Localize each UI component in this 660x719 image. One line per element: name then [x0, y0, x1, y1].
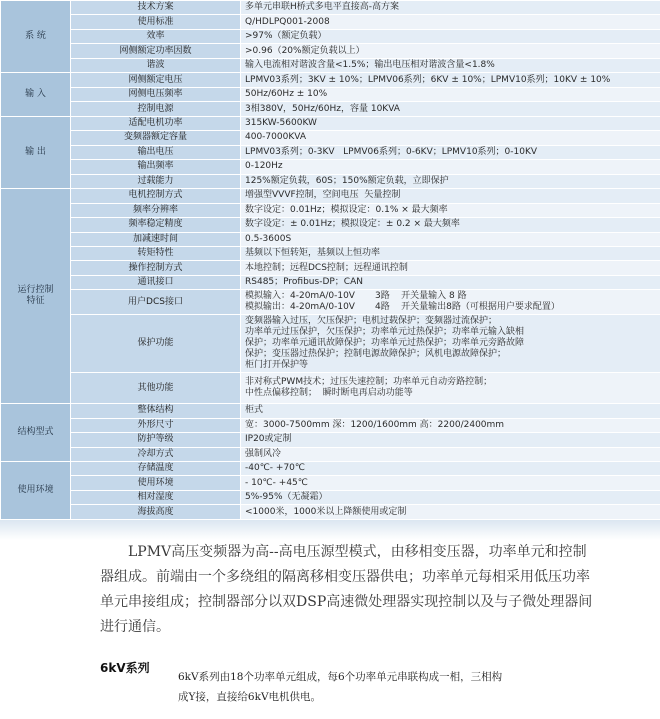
- spec-row: [1, 160, 660, 174]
- spec-row: [1, 87, 660, 101]
- spec-value: IP20或定制: [241, 433, 660, 447]
- intro-paragraph: LPMV高压变频器为高--高电压源型模式，由移相变压器，功率单元和控制器组成。前端由一个多绕组的隔离移相变压器供电；功率单元每相采用低压功率单元串接组成；控制器部分以双DSP高速微处理器实现控制以及与子微处理器间进行通信。: [100, 544, 593, 635]
- spec-row: [1, 29, 660, 43]
- spec-row: [1, 447, 660, 461]
- spec-param: 转矩特性: [71, 246, 241, 260]
- spec-value: 模拟输入：4-20mA/0-10V 3路 开关量输入 8 路 模拟输出：4-20mA/0-10V 4路 开关量输出8路（可根据用户要求配置）: [241, 290, 660, 315]
- spec-value: 5%-95%（无凝霜）: [241, 490, 660, 504]
- spec-value: Q/HDLPQ001-2008: [241, 15, 660, 29]
- spec-row: [1, 246, 660, 260]
- spec-value: <1000米，1000米以上降额使用或定制: [241, 505, 660, 520]
- spec-category: 使用环境: [1, 461, 71, 519]
- spec-param: 海拔高度: [71, 505, 241, 520]
- spec-row: [1, 73, 660, 87]
- spec-value: 3相380V，50Hz/60Hz，容量 10KVA: [241, 102, 660, 116]
- spec-row: [1, 418, 660, 432]
- spec-param: 加减速时间: [71, 232, 241, 246]
- spec-param: 通讯接口: [71, 275, 241, 289]
- spec-param: 外形尺寸: [71, 418, 241, 432]
- spec-value: 数字设定：0.01Hz；模拟设定：0.1% × 最大频率: [241, 203, 660, 217]
- spec-value: 数字设定：± 0.01Hz；模拟设定：± 0.2 × 最大频率: [241, 218, 660, 232]
- spec-category: 系 统: [1, 1, 71, 73]
- spec-row: [1, 275, 660, 289]
- spec-value: 宽：3000-7500mm 深：1200/1600mm 高：2200/2400mm: [241, 418, 660, 432]
- spec-row: [1, 476, 660, 490]
- spec-row: [1, 203, 660, 217]
- spec-row: [1, 261, 660, 275]
- spec-value: 非对称式PWM技术；过压失速控制；功率单元自动旁路控制； 中性点偏移控制； 瞬时断电再启动功能等: [241, 373, 660, 404]
- spec-value: 增强型VVVF控制，空间电压 矢量控制: [241, 189, 660, 203]
- spec-row: [1, 116, 660, 130]
- spec-row: [1, 44, 660, 58]
- spec-param: 相对湿度: [71, 490, 241, 504]
- spec-param: 防护等级: [71, 433, 241, 447]
- spec-value: -40℃- +70℃: [241, 461, 660, 475]
- spec-value: - 10℃- +45℃: [241, 476, 660, 490]
- spec-param: 电机控制方式: [71, 189, 241, 203]
- spec-value: 柜式: [241, 404, 660, 418]
- spec-value: 400-7000KVA: [241, 131, 660, 145]
- spec-category: 结构型式: [1, 404, 71, 462]
- spec-row: [1, 131, 660, 145]
- spec-param: 用户DCS接口: [71, 290, 241, 315]
- spec-value: 变频器输入过压，欠压保护；电机过载保护；变频器过流保护； 功率单元过压保护，欠压保护；功率单元过热保护；功率单元输入缺相 保护；功率单元通讯故障保护；功率单元过热保护；功率单元旁路故障 保护；变压器过热保护；控制电源故障保护；风机电源故障保护； 柜门打开保护等: [241, 315, 660, 373]
- spec-param: 冷却方式: [71, 447, 241, 461]
- spec-value: 多单元串联H桥式多电平直接高-高方案: [241, 1, 660, 15]
- spec-row: [1, 490, 660, 504]
- spec-param: 频率分辨率: [71, 203, 241, 217]
- spec-param: 频率稳定精度: [71, 218, 241, 232]
- section-6kv-heading: 6kV系列: [100, 661, 150, 675]
- spec-value: 125%额定负载，60S；150%额定负载，立即保护: [241, 174, 660, 188]
- spec-row: [1, 433, 660, 447]
- spec-row: [1, 373, 660, 404]
- spec-row: [1, 232, 660, 246]
- spec-param: 操作控制方式: [71, 261, 241, 275]
- spec-value: 0.5-3600S: [241, 232, 660, 246]
- spec-value: 强制风冷: [241, 447, 660, 461]
- spec-param: 输出频率: [71, 160, 241, 174]
- spec-value: RS485；Profibus-DP；CAN: [241, 275, 660, 289]
- spec-category: 输 出: [1, 116, 71, 188]
- spec-row: [1, 174, 660, 188]
- spec-param: 整体结构: [71, 404, 241, 418]
- spec-row: [1, 461, 660, 475]
- spec-param: 保护功能: [71, 315, 241, 373]
- spec-param: 使用标准: [71, 15, 241, 29]
- spec-value: LPMV03系列；3KV ± 10%；LPMV06系列；6KV ± 10%；LPMV10系列；10KV ± 10%: [241, 73, 660, 87]
- spec-row: [1, 218, 660, 232]
- spec-row: [1, 1, 660, 15]
- table-fade-divider: [0, 520, 660, 540]
- spec-param: 效率: [71, 29, 241, 43]
- spec-category: 运行控制 特征: [1, 189, 71, 404]
- spec-row: [1, 505, 660, 520]
- spec-row: [1, 189, 660, 203]
- spec-row: [1, 58, 660, 72]
- spec-param: 网侧额定电压: [71, 73, 241, 87]
- spec-row: [1, 290, 660, 315]
- spec-value: LPMV03系列；0-3KV LPMV06系列；0-6KV；LPMV10系列；0-10KV: [241, 145, 660, 159]
- spec-row: [1, 145, 660, 159]
- spec-param: 网侧电压频率: [71, 87, 241, 101]
- spec-row: [1, 15, 660, 29]
- spec-category: 输 入: [1, 73, 71, 116]
- spec-value: 基频以下恒转矩，基频以上恒功率: [241, 246, 660, 260]
- spec-value: >97%（额定负载）: [241, 29, 660, 43]
- spec-param: 变频器额定容量: [71, 131, 241, 145]
- spec-param: 网侧额定功率因数: [71, 44, 241, 58]
- spec-param: 技术方案: [71, 1, 241, 15]
- spec-param: 使用环境: [71, 476, 241, 490]
- spec-param: 适配电机功率: [71, 116, 241, 130]
- spec-value: 本地控制；远程DCS控制；远程通讯控制: [241, 261, 660, 275]
- spec-value: 0-120Hz: [241, 160, 660, 174]
- spec-row: [1, 404, 660, 418]
- spec-param: 谐波: [71, 58, 241, 72]
- spec-param: 输出电压: [71, 145, 241, 159]
- spec-value: 输入电流相对谐波含量<1.5%；输出电压相对谐波含量<1.8%: [241, 58, 660, 72]
- spec-row: [1, 315, 660, 373]
- spec-param: 过载能力: [71, 174, 241, 188]
- section-6kv-body: 6kV系列由18个功率单元组成，每6个功率单元串联构成一相，三相构成Y接，直接给6kV电机供电。: [178, 671, 503, 703]
- spec-value: 50Hz/60Hz ± 10%: [241, 87, 660, 101]
- spec-value: >0.96（20%额定负载以上）: [241, 44, 660, 58]
- spec-param: 存储温度: [71, 461, 241, 475]
- spec-value: 315KW-5600KW: [241, 116, 660, 130]
- spec-param: 其他功能: [71, 373, 241, 404]
- spec-row: [1, 102, 660, 116]
- spec-param: 控制电源: [71, 102, 241, 116]
